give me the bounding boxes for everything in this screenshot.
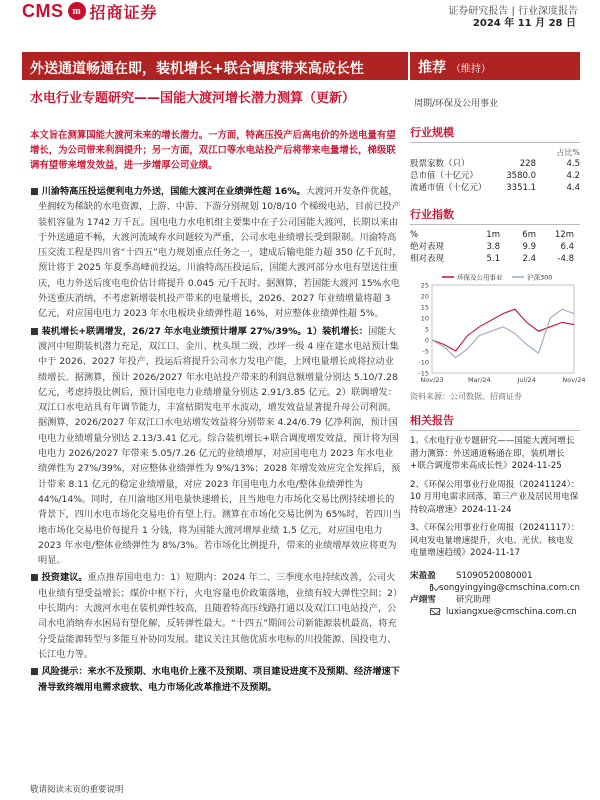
author-email[interactable]: songyingying@cmschina.com.cn <box>439 582 580 593</box>
report-type-tags: 证券研究报告 | 行业深度报告 <box>448 6 578 17</box>
sector-label: 周期/环保及公用事业 <box>414 99 499 109</box>
y-tick-label: 25 <box>420 281 429 290</box>
mail-icon <box>430 584 433 591</box>
bullet-bold: 装机增长+联调增发，26/27 年水电业绩预计增厚 27%/39%。1）装机增长： <box>41 325 369 337</box>
author-name: 宋盈盈 <box>410 570 436 581</box>
bullet-paragraph: ■ 投资建议。重点推荐国电电力：1）短期内：2024 年二、三季度水电持续改善，公司火电业绩有望受益增长；煤价中枢下行，火电容量电价政策落地，业绩有较大弹性空间；2）中长期内：大渡河水电在装机弹性较高，且随着特高压线路打通以及双江口电站投产，公司水电消纳弃水困局有望化解，反转弹性最大。“十四五”期间公司新能源装机最高，将充分受益能源转型与多能互补协同发展。建议关注其他优质水电标的川投能源、国投电力、长江电力等。 <box>30 572 398 660</box>
rating-sub: （维持） <box>450 64 491 75</box>
index-header: 6m <box>522 230 536 240</box>
logo-en: CMS <box>22 0 64 21</box>
report-title: 水电行业专题研究——国能大渡河增长潜力测算（更新） <box>30 91 356 106</box>
y-tick-label: 20 <box>420 292 429 301</box>
mail-icon <box>430 608 440 615</box>
author-email[interactable]: luxiangxue@cmschina.com.cn <box>446 606 577 617</box>
author-row <box>410 570 580 582</box>
related-reports-title: 相关报告 <box>410 412 580 431</box>
index-value: 6.4 <box>560 242 574 252</box>
scale-row <box>410 182 580 194</box>
y-tick-label: 15 <box>420 303 429 312</box>
scale-pct: 4.5 <box>566 159 580 169</box>
logo-cn: 招商证券 <box>89 2 158 22</box>
main-body <box>30 184 402 697</box>
y-tick-label: -5 <box>422 347 429 356</box>
bullet-paragraph: ■ 风险提示：来水不及预期、水电电价上涨不及预期、项目建设进度不及预期、经济增速下滑导致终端用电需求疲软、电力市场化改革推进不及预期。 <box>30 666 400 693</box>
index-value: 5.1 <box>486 254 500 264</box>
summary-paragraph: 本文旨在测算国能大渡河未来的增长潜力。一方面，特高压投产后高电价的外送电量有望增长，为公司带来利润提升；另一方面，双江口等水电站投产后将带来电量增长，梯级联调有望带来增发效益，进一步增厚公司业绩。 <box>30 130 396 171</box>
index-row-name: 绝对表现 <box>410 242 445 252</box>
index-header: 1m <box>486 230 500 240</box>
headline-bar: 外送通道畅通在即，装机增长+联合调度带来高成长性 <box>22 52 408 80</box>
scale-name: 总市值（十亿元） <box>410 171 479 181</box>
chart-source: 资料来源：公司数据、招商证券 <box>410 392 522 401</box>
author-row <box>410 594 580 606</box>
bullet-bold: 投资建议。 <box>41 572 88 584</box>
chart-frame <box>432 285 574 373</box>
authors-block <box>410 570 580 618</box>
sidebar <box>410 124 586 618</box>
related-report-link[interactable]: 2、《环保公用事业行业周报（20241124）：10 月用电需求回落，第三产业及居民用电保持较高增速》2024-11-24 <box>410 479 580 515</box>
series-line <box>432 309 574 351</box>
scale-pct: 4.4 <box>566 183 580 193</box>
index-header: % <box>410 230 419 240</box>
index-value: -4.8 <box>557 254 574 264</box>
scale-name: 股票家数（只） <box>410 159 470 169</box>
scale-row <box>410 170 580 182</box>
page-header <box>0 0 600 29</box>
related-reports-list <box>410 435 580 560</box>
report-date: 2024 年 11 月 28 日 <box>472 18 576 29</box>
scale-pct: 4.2 <box>566 171 580 181</box>
legend-label: 沪深300 <box>527 273 553 282</box>
index-value: 2.4 <box>522 254 536 264</box>
bullet-bold: 风险提示：来水不及预期、水电电价上涨不及预期、项目建设进度不及预期、经济增速下滑导致终端用电需求疲软、电力市场化改革推进不及预期。 <box>38 666 400 693</box>
y-tick-label: 10 <box>420 314 429 323</box>
index-header: 12m <box>554 230 574 240</box>
bullet-paragraph: ■ 川渝特高压投运便利电力外送，国能大渡河在业绩弹性超 16%。大渡河开发条件优越，坐拥较为稀缺的水电资源，上游、中游、下游分别规划 10/8/10 个梯级电站，目前已投产装机容量为 1742 万千瓦。国电电力水电机组主要集中在子公司国能大渡河，长期以来由于外送通道不畅，大渡河流域弃水问题较为严重，公司水电业绩增长受到限制。川渝特高压交流工程是四川省“十四五”电力规划重点任务之一，建成后输电能力超 350 亿千瓦时，预计将于 2025 年夏季高峰前投运，川渝特高压投运后，国能大渡河部分水电有望送往重庆，电力外送后度电电价估计将提升 0.045 元/千瓦时。据测算，若国能大渡河 15%水电外送重庆消纳，不考虑新增装机投产带来的电量增长，2026、2027 年业绩增量将超 3 亿元，对应国电电力 2023 年水电板块业绩弹性超 16%，对应整体业绩弹性超 5%。 <box>30 186 402 320</box>
index-row-name: 相对表现 <box>410 254 445 264</box>
bullet-paragraph: ■ 装机增长+联调增发，26/27 年水电业绩预计增厚 27%/39%。1）装机增长：国能大渡河中短期装机潜力充足，双江口、金川、枕头坝二级、沙坪一级 4 座在建水电站预计集中于 2026、2027 年投产，投运后将提升公司水力发电产能，上网电量增长或将拉动业绩增长。据测算，预计 2026/2027 年水电站投产带来的利润总额增量分别达 5.10/7.28 亿元，考虑持股比例后，预计国电电力业绩增量分别达 2.91/3.85 亿元。2）联调增发：双江口水电站具有年调节能力，丰富枯期发电平水波动，增发效益显著提升母公司利润。据测算，2026/2027 年双江口水电站增发效益将分别带来 4.24/6.79 亿净利润，预计国电电力业绩增量分别达 2.13/3.41 亿元。综合装机增长+联合调度增发效益，预计将为国电电力 2026/2027 年带来 5.05/7.26 亿元的业绩增厚，对应国电电力 2023 年水电业绩弹性为 27%/39%，对应整体业绩弹性为 9%/13%；2028 年增发效应完全发挥后，预计带来 8.11 亿元的稳定业绩增量，对应 2023 年国电电力水电/整体业绩弹性为 44%/14%。同时，在川渝地区用电量快速增长，且当地电力市场化交易比例持续增长的背景下，四川水电市场化交易电价有望上行。测算在市场化交易比例为 65%时，若四川当地市场化交易电价每提升 1 分钱，将为国能大渡河增厚业绩 1.5 亿元，对应国电电力 2023 年水电/整体业绩弹性为 8%/3%。若市场化比例提升，带来的业绩增厚效应将更为明显。 <box>30 325 402 567</box>
index-value: 9.9 <box>522 242 536 252</box>
footer-note: 敬请阅读末页的重要说明 <box>30 785 124 795</box>
y-tick-label: -10 <box>418 358 429 367</box>
author-name: 卢翊雪 <box>410 594 436 605</box>
rating-label: 推荐 <box>418 60 446 76</box>
industry-scale-title: 行业规模 <box>410 124 580 143</box>
company-logo <box>22 0 158 22</box>
related-report-link[interactable]: 3、《环保公用事业行业周报（20241117）：风电发电量增速提升，火电、光伏、核电发电量增速趋缓》2024-11-17 <box>410 523 580 558</box>
index-value: 3.8 <box>486 242 500 252</box>
index-row <box>410 241 580 253</box>
index-row <box>410 253 580 265</box>
y-tick-label: 0 <box>424 336 429 345</box>
scale-value: 3351.1 <box>506 183 536 193</box>
y-tick-label: 5 <box>424 325 429 334</box>
scale-value: 3580.0 <box>506 171 536 181</box>
author-code: 研究助理 <box>456 594 491 605</box>
bullet-bold: 川渝特高压投运便利电力外送，国能大渡河在业绩弹性超 16%。 <box>41 186 306 197</box>
scale-value: 228 <box>519 159 536 169</box>
author-code: S1090520080001 <box>456 570 533 581</box>
chart-svg <box>410 269 586 389</box>
scale-name: 流通市值（十亿元） <box>410 183 487 193</box>
scale-row <box>410 158 580 170</box>
index-header-row <box>410 229 580 241</box>
bullet-text: 重点推荐国电电力：1）短期内：2024 年二、三季度水电持续改善，公司火电业绩有望受益增长；煤价中枢下行，火电容量电价政策落地，业绩有较大弹性空间；2）中长期内：大渡河水电在装机弹性较高，且随着特高压线路打通以及双江口电站投产，公司水电消纳弃水困局有望化解，反转弹性最大。“十四五”期间公司新能源装机最高，将充分受益能源转型与多能互补协同发展。建议关注其他优质水电标的川投能源、国投电力、长江电力等。 <box>38 572 398 660</box>
related-report-link[interactable]: 1、《水电行业专题研究——国能大渡河增长潜力测算：外送通道畅通在即，装机增长+联合调度带来高成长性》2024-11-25 <box>410 436 575 471</box>
legend-label: 环保及公用事业 <box>457 273 503 282</box>
y-tick-label: -15 <box>418 369 429 378</box>
performance-chart <box>410 269 586 389</box>
author-email-row <box>410 582 580 594</box>
x-tick-label: Mar/24 <box>467 376 491 384</box>
logo-badge-icon: m <box>68 2 86 20</box>
x-tick-label: Nov/23 <box>420 376 444 384</box>
rating-box <box>410 52 580 80</box>
industry-index-title: 行业指数 <box>410 206 580 225</box>
author-email-row <box>410 606 580 618</box>
series-line <box>432 309 574 357</box>
x-tick-label: Nov/24 <box>562 376 586 384</box>
bullet-text: 大渡河开发条件优越，坐拥较为稀缺的水电资源，上游、中游、下游分别规划 10/8/10 个梯级电站，目前已投产装机容量为 1742 万千瓦。国电电力水电机组主要集中在子公司国能大渡河，长期以来由于外送通道不畅，大渡河流域弃水问题较为严重，公司水电业绩增长受到限制。川渝特高压交流工程是四川省“十四五”电力规划重点任务之一，建成后输电能力超 350 亿千瓦时，预计将于 2025 年夏季高峰前投运，川渝特高压投运后，国能大渡河部分水电有望送往重庆，电力外送后度电电价估计将提升 0.045 元/千瓦时。据测算，若国能大渡河 15%水电外送重庆消纳，不考虑新增装机投产带来的电量增长，2026、2027 年业绩增量将超 3 亿元，对应国电电力 2023 年水电板块业绩弹性超 16%，对应整体业绩弹性超 5%。 <box>38 186 402 320</box>
x-tick-label: Jul/24 <box>517 376 536 384</box>
unit-label: 占比% <box>556 148 580 157</box>
bullet-text: 国能大渡河中短期装机潜力充足，双江口、金川、枕头坝二级、沙坪一级 4 座在建水电站预计集中于 2026、2027 年投产，投运后将提升公司水力发电产能，上网电量增长或将拉动业绩增长。据测算，预计 2026/2027 年水电站投产带来的利润总额增量分别达 5.10/7.28 亿元，考虑持股比例后，预计国电电力业绩增量分别达 2.91/3.85 亿元。2）联调增发：双江口水电站具有年调节能力，丰富枯期发电平水波动，增发效益显著提升母公司利润。据测算，2026/2027 年双江口水电站增发效益将分别带来 4.24/6.79 亿净利润，预计国电电力业绩增量分别达 2.13/3.41 亿元。综合装机增长+联合调度增发效益，预计将为国电电力 2026/2027 年带来 5.05/7.26 亿元的业绩增厚，对应国电电力 2023 年水电业绩弹性为 27%/39%，对应整体业绩弹性为 9%/13%；2028 年增发效应完全发挥后，预计带来 8.11 亿元的稳定业绩增量，对应 2023 年国电电力水电/整体业绩弹性为 44%/14%。同时，在川渝地区用电量快速增长，且当地电力市场化交易比例持续增长的背景下，四川水电市场化交易电价有望上行。测算在市场化交易比例为 65%时，若四川当地市场化交易电价每提升 1 分钱，将为国能大渡河增厚业绩 1.5 亿元，对应国电电力 2023 年水电/整体业绩弹性为 8%/3%。若市场化比例提升，带来的业绩增厚效应将更为明显。 <box>38 325 402 567</box>
